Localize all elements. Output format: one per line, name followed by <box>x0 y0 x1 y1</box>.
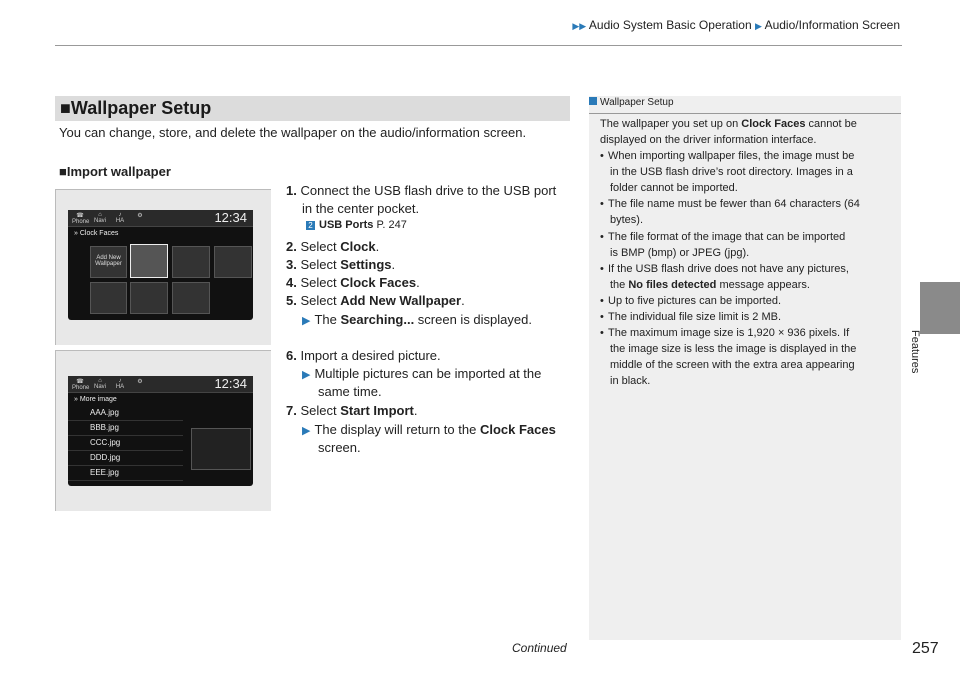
screen-display <box>68 376 253 486</box>
step-3: 3. Select Settings. <box>286 257 396 272</box>
screen-topbar <box>68 376 253 393</box>
note-bullet: • Up to five pictures can be imported. <box>600 295 782 307</box>
note-bullet-cont: in black. <box>610 375 651 387</box>
note-bullet: • The maximum image size is 1,920 × 936 pixels. If <box>600 327 850 339</box>
screen-clock: 12:34 <box>214 210 247 225</box>
note-bullet-cont: bytes). <box>610 214 644 226</box>
note-paragraph-cont: displayed on the driver information interface. <box>600 134 817 146</box>
breadcrumb <box>572 18 900 32</box>
page-number: 257 <box>912 640 939 657</box>
note-bullet: • The individual file size limit is 2 MB. <box>600 311 782 323</box>
step-6: 6. Import a desired picture. <box>286 348 441 363</box>
arrow-icon: ▶▶ <box>572 21 587 31</box>
step-6-result: ▶ Multiple pictures can be imported at the <box>302 366 542 381</box>
step-2: 2. Select Clock. <box>286 239 380 254</box>
note-bullet: • The file name must be fewer than 64 characters (64 <box>600 198 860 210</box>
screen-topbar <box>68 210 253 227</box>
note-bullet: • The file format of the image that can be imported <box>600 231 846 243</box>
note-bullet: • If the USB flash drive does not have any pictures, <box>600 263 849 275</box>
list-item: AAA.jpg <box>68 406 183 421</box>
screen-breadcrumb: » More image <box>74 396 117 403</box>
file-list <box>68 406 183 481</box>
step-7-result: ▶ The display will return to the Clock Faces <box>302 422 556 437</box>
add-wallpaper-tile: Add New Wallpaper <box>90 246 127 278</box>
screenshot-more-image <box>55 350 271 511</box>
section-title: ■Wallpaper Setup <box>60 98 212 118</box>
chapter-label: Features <box>909 330 921 374</box>
ha-icon: ♪ HA <box>115 378 125 390</box>
step-1-cont: in the center pocket. <box>302 201 420 216</box>
result-arrow-icon: ▶ <box>302 315 311 327</box>
phone-icon: ☎ Phone <box>72 379 90 391</box>
wallpaper-thumb <box>90 282 127 314</box>
preview-pane <box>191 428 251 470</box>
continued-label: Continued <box>512 641 567 655</box>
wallpaper-thumb <box>172 282 210 314</box>
cross-reference[interactable]: 2 USB Ports P. 247 <box>306 219 407 231</box>
screen-display <box>68 210 253 320</box>
note-paragraph: The wallpaper you set up on Clock Faces cannot be <box>600 118 857 130</box>
step-1: 1. Connect the USB flash drive to the USB port <box>286 183 557 198</box>
chapter-tab <box>920 282 960 334</box>
list-item: EEE.jpg <box>68 466 183 481</box>
wallpaper-thumb <box>172 246 210 278</box>
breadcrumb-page[interactable]: Audio/Information Screen <box>764 18 900 32</box>
list-item: DDD.jpg <box>68 451 183 466</box>
note-bullet-cont: middle of the screen with the extra area appearing <box>610 359 855 371</box>
note-bullet: • When importing wallpaper files, the image must be <box>600 150 855 162</box>
screen-breadcrumb: » Clock Faces <box>74 230 119 237</box>
step-5-result: ▶ The Searching... screen is displayed. <box>302 312 532 327</box>
result-arrow-icon: ▶ <box>302 425 311 437</box>
settings-icon: ⚙ <box>137 379 143 385</box>
list-item: CCC.jpg <box>68 436 183 451</box>
wallpaper-thumb <box>130 244 168 278</box>
result-arrow-icon: ▶ <box>302 369 311 381</box>
note-bullet-cont: the image size is less the image is displayed in the <box>610 343 857 355</box>
step-7-result-cont: screen. <box>318 440 361 455</box>
note-icon <box>589 97 597 105</box>
reference-icon: 2 <box>306 221 315 230</box>
phone-icon: ☎ Phone <box>72 213 90 225</box>
subheading: ■Import wallpaper <box>59 164 171 179</box>
notes-heading: Wallpaper Setup <box>589 97 674 108</box>
arrow-icon: ▶ <box>754 21 762 31</box>
navi-icon: ⌂ Navi <box>93 378 106 390</box>
ha-icon: ♪ HA <box>115 212 125 224</box>
note-bullet-cont: the No files detected message appears. <box>610 279 810 291</box>
screenshot-clock-faces <box>55 189 271 345</box>
step-4: 4. Select Clock Faces. <box>286 275 420 290</box>
wallpaper-thumb <box>214 246 252 278</box>
list-item: BBB.jpg <box>68 421 183 436</box>
wallpaper-thumb <box>130 282 168 314</box>
settings-icon: ⚙ <box>137 213 143 219</box>
navi-icon: ⌂ Navi <box>93 212 106 224</box>
notes-divider <box>589 113 901 114</box>
screen-clock: 12:34 <box>214 376 247 391</box>
step-7: 7. Select Start Import. <box>286 403 418 418</box>
note-bullet-cont: folder cannot be imported. <box>610 182 738 194</box>
step-6-result-cont: same time. <box>318 384 382 399</box>
note-bullet-cont: in the USB flash drive’s root directory. Images in a <box>610 166 853 178</box>
header-divider <box>55 45 902 46</box>
breadcrumb-section[interactable]: Audio System Basic Operation <box>588 18 752 32</box>
intro-text: You can change, store, and delete the wallpaper on the audio/information screen. <box>59 125 527 140</box>
step-5: 5. Select Add New Wallpaper. <box>286 293 465 308</box>
note-bullet-cont: is BMP (bmp) or JPEG (jpg). <box>610 247 750 259</box>
